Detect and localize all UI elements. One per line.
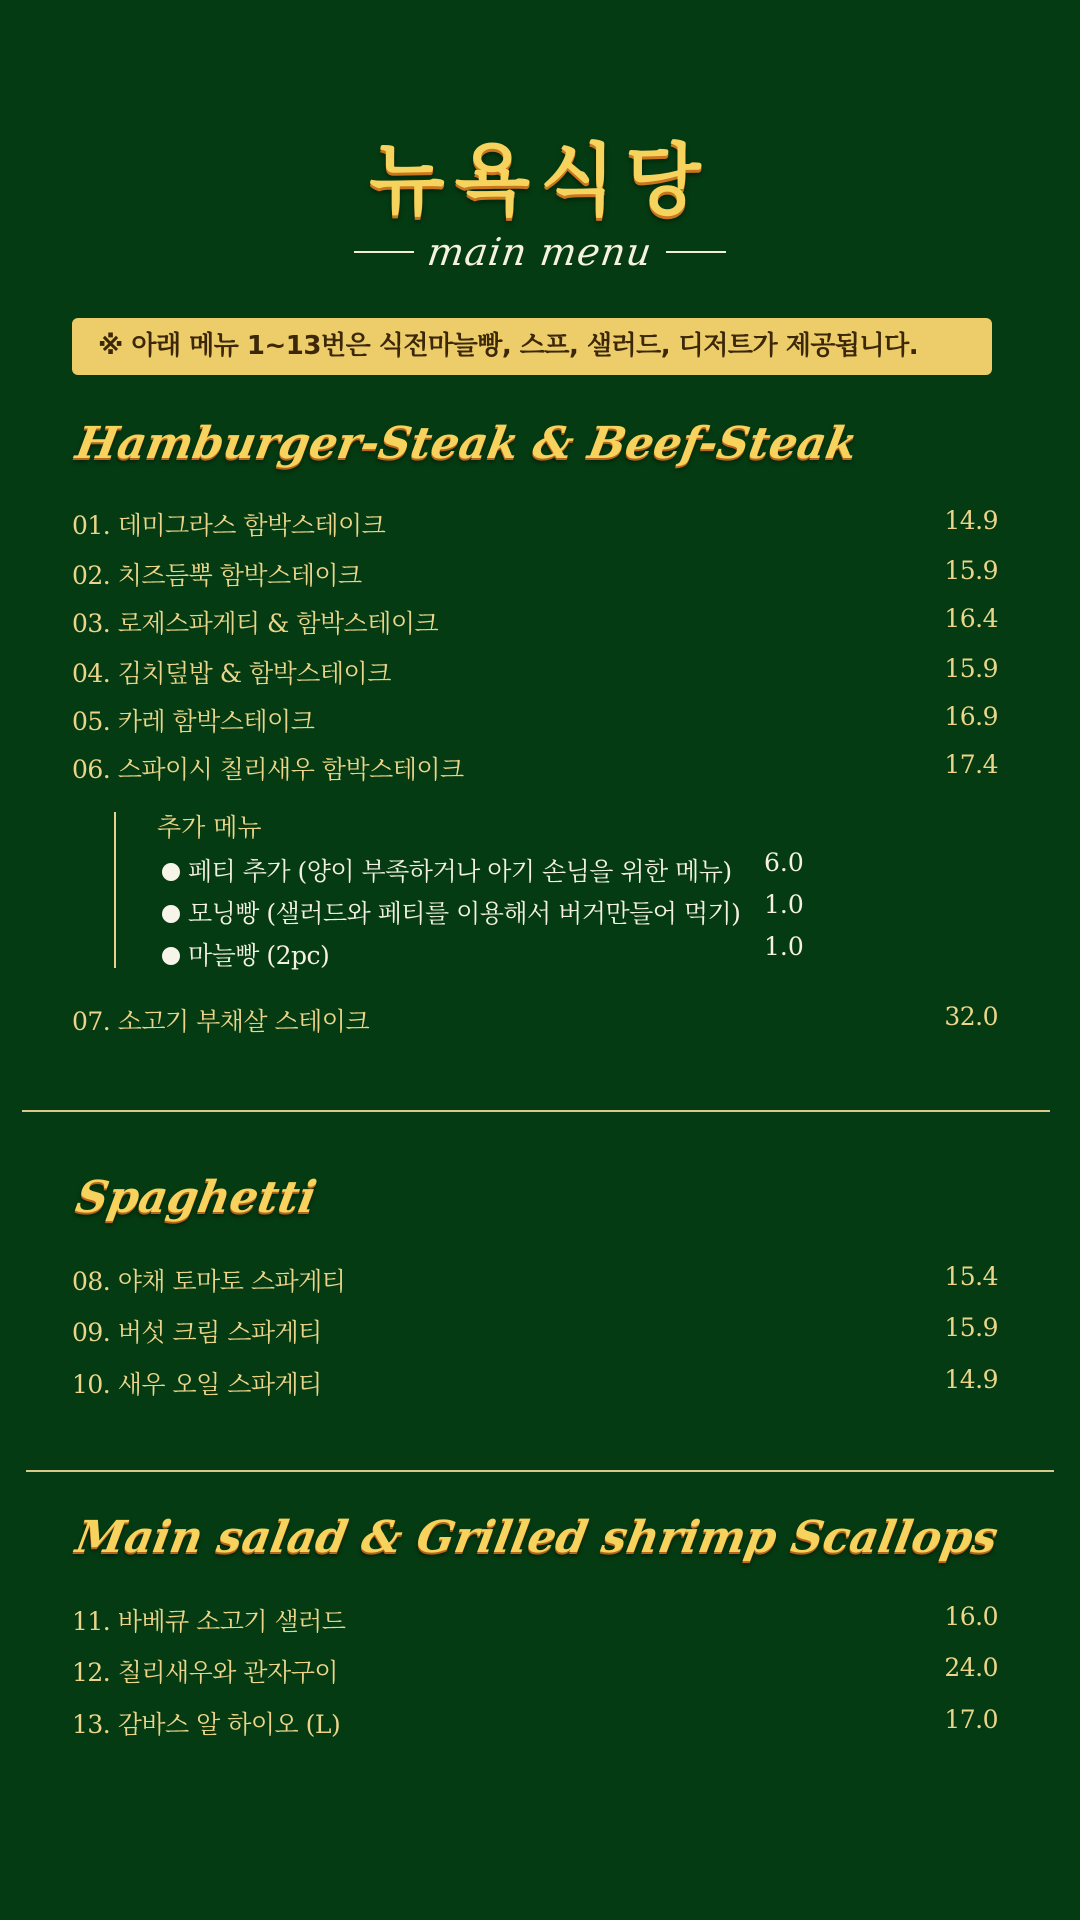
menu-item-price: 14.9	[944, 506, 998, 535]
menu-item-price: 16.0	[944, 1602, 998, 1631]
subtitle-right-rule	[666, 251, 726, 253]
menu-item-name: 01. 데미그라스 함박스테이크	[72, 511, 386, 540]
subtitle-left-rule	[354, 251, 414, 253]
subtitle-row	[0, 230, 1080, 274]
section-divider	[26, 1470, 1054, 1472]
menu-item-price: 15.9	[944, 654, 998, 683]
bullet-dot-icon	[162, 863, 180, 881]
extra-item	[162, 852, 732, 888]
menu-item-price: 32.0	[944, 1002, 998, 1031]
extra-item-price: 6.0	[764, 848, 804, 877]
menu-item-price: 24.0	[944, 1653, 998, 1682]
section-title-salad: Main salad & Grilled shrimp Scallops	[72, 1512, 1002, 1563]
extra-item-price: 1.0	[764, 890, 804, 919]
menu-item-price: 15.9	[944, 1313, 998, 1342]
menu-item-name: 03. 로제스파게티 & 함박스테이크	[72, 609, 439, 638]
extra-item-name: 페티 추가 (양이 부족하거나 아기 손님을 위한 메뉴)	[188, 857, 732, 886]
menu-item-name: 10. 새우 오일 스파게티	[72, 1370, 322, 1399]
menu-item-name: 13. 감바스 알 하이오 (L)	[72, 1710, 341, 1739]
menu-item-name: 05. 카레 함박스테이크	[72, 707, 315, 736]
restaurant-title: 뉴욕식당	[369, 136, 711, 226]
menu-item-name: 09. 버섯 크림 스파게티	[72, 1318, 322, 1347]
extra-item	[162, 936, 329, 972]
menu-item-name: 08. 야채 토마토 스파게티	[72, 1267, 346, 1296]
section-title-spaghetti: Spaghetti	[72, 1172, 321, 1223]
notice-banner: ※ 아래 메뉴 1~13번은 식전마늘빵, 스프, 샐러드, 디저트가 제공됩니다.	[72, 318, 992, 375]
bullet-dot-icon	[162, 905, 180, 923]
menu-item-name: 02. 치즈듬뿍 함박스테이크	[72, 561, 362, 590]
menu-item-price: 15.4	[944, 1262, 998, 1291]
extra-item-name: 마늘빵 (2pc)	[188, 941, 330, 970]
menu-item-price: 16.9	[944, 702, 998, 731]
menu-item-price: 17.4	[944, 750, 998, 779]
extras-left-bar	[114, 812, 116, 968]
menu-subtitle: main menu	[424, 230, 656, 274]
menu-item-price: 17.0	[944, 1705, 998, 1734]
bullet-dot-icon	[162, 947, 180, 965]
section-divider	[22, 1110, 1050, 1112]
extra-item	[162, 894, 740, 930]
menu-item-name: 04. 김치덮밥 & 함박스테이크	[72, 659, 391, 688]
menu-item-price: 14.9	[944, 1365, 998, 1394]
extra-item-price: 1.0	[764, 932, 804, 961]
menu-item-name: 11. 바베큐 소고기 샐러드	[72, 1607, 346, 1636]
menu-item-price: 15.9	[944, 556, 998, 585]
extra-item-name: 모닝빵 (샐러드와 페티를 이용해서 버거만들어 먹기)	[188, 899, 741, 928]
section-title-steak: Hamburger-Steak & Beef-Steak	[72, 418, 862, 469]
menu-item-name: 07. 소고기 부채살 스테이크	[72, 1007, 370, 1036]
extras-title: 추가 메뉴	[157, 813, 262, 842]
menu-item-name: 06. 스파이시 칠리새우 함박스테이크	[72, 755, 464, 784]
menu-item-name: 12. 칠리새우와 관자구이	[72, 1658, 339, 1687]
menu-item-price: 16.4	[944, 604, 998, 633]
